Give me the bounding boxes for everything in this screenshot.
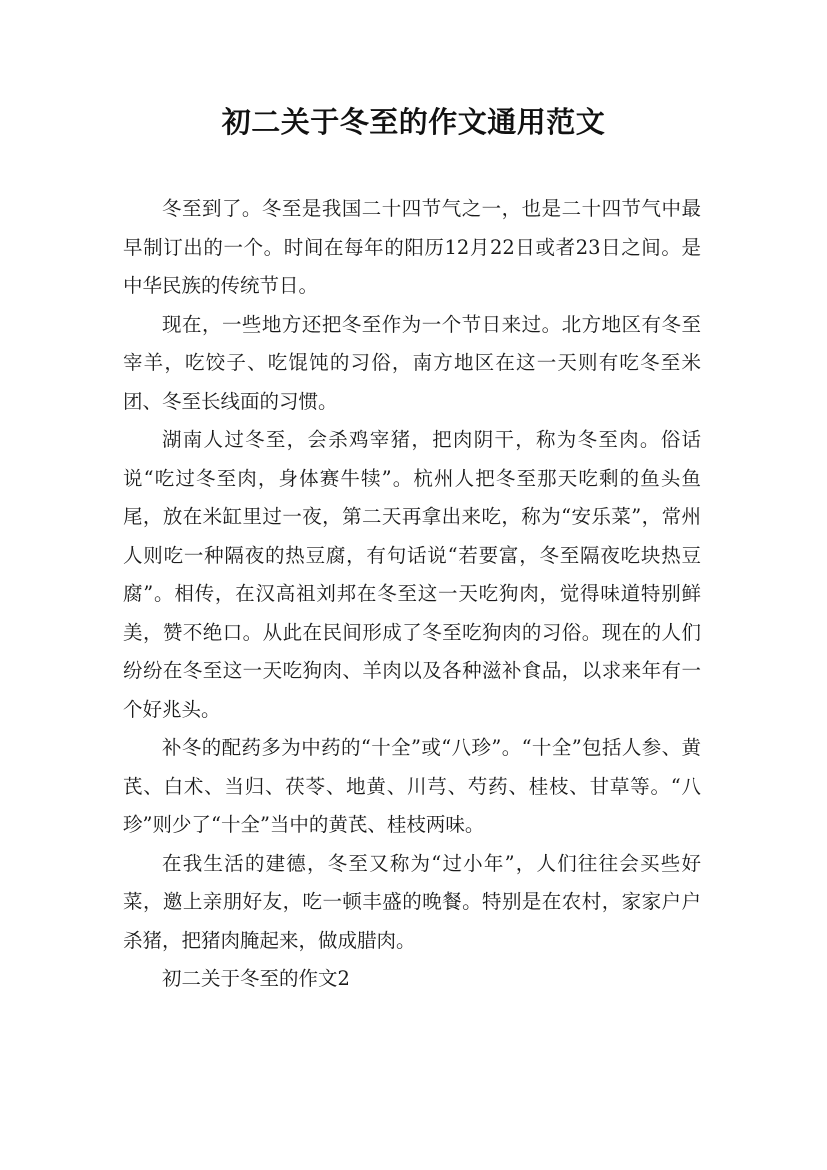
document-title: 初二关于冬至的作文通用范文 — [221, 105, 606, 139]
paragraph-jiande-customs: 在我生活的建德，冬至又称为“过小年”，人们往往会买些好菜，邀上亲朋好友，吃一顿丰盛的晚餐。特别是在农村，家家户户杀猪，把猪肉腌起来，做成腊肉。 — [123, 851, 701, 952]
document-body — [123, 190, 701, 999]
paragraph-winter-solstice-intro: 冬至到了。冬至是我国二十四节气之一，也是二十四节气中最早制订出的一个。时间在每年的阳历12月22日或者23日之间。是中华民族的传统节日。 — [123, 197, 701, 297]
paragraph-regional-customs: 现在，一些地方还把冬至作为一个节日来过。北方地区有冬至宰羊，吃饺子、吃馄饨的习俗，南方地区在这一天则有吃冬至米团、冬至长线面的习惯。 — [123, 312, 701, 413]
paragraph-tonic-medicine: 补冬的配药多为中药的“十全”或“八珍”。“十全”包括人参、黄芪、白术、当归、茯苓、地黄、川芎、芍药、桂枝、甘草等。“八珍”则少了“十全”当中的黄芪、桂枝两味。 — [123, 736, 701, 836]
paragraph-next-essay-heading: 初二关于冬至的作文2 — [162, 967, 350, 990]
paragraph-hunan-customs: 湖南人过冬至，会杀鸡宰猪，把肉阴干，称为冬至肉。俗话说“吃过冬至肉，身体赛牛犊”。杭州人把冬至那天吃剩的鱼头鱼尾，放在米缸里过一夜，第二天再拿出来吃，称为“安乐菜”，常州人则吃一种隔夜的热豆腐，有句话说“若要富，冬至隔夜吃块热豆腐”。相传，在汉高祖刘邦在冬至这一天吃狗肉，觉得味道特别鲜美，赞不绝口。从此在民间形成了冬至吃狗肉的习俗。现在的人们纷纷在冬至这一天吃狗肉、羊肉以及各种滋补食品，以求来年有一个好兆头。 — [123, 428, 701, 721]
